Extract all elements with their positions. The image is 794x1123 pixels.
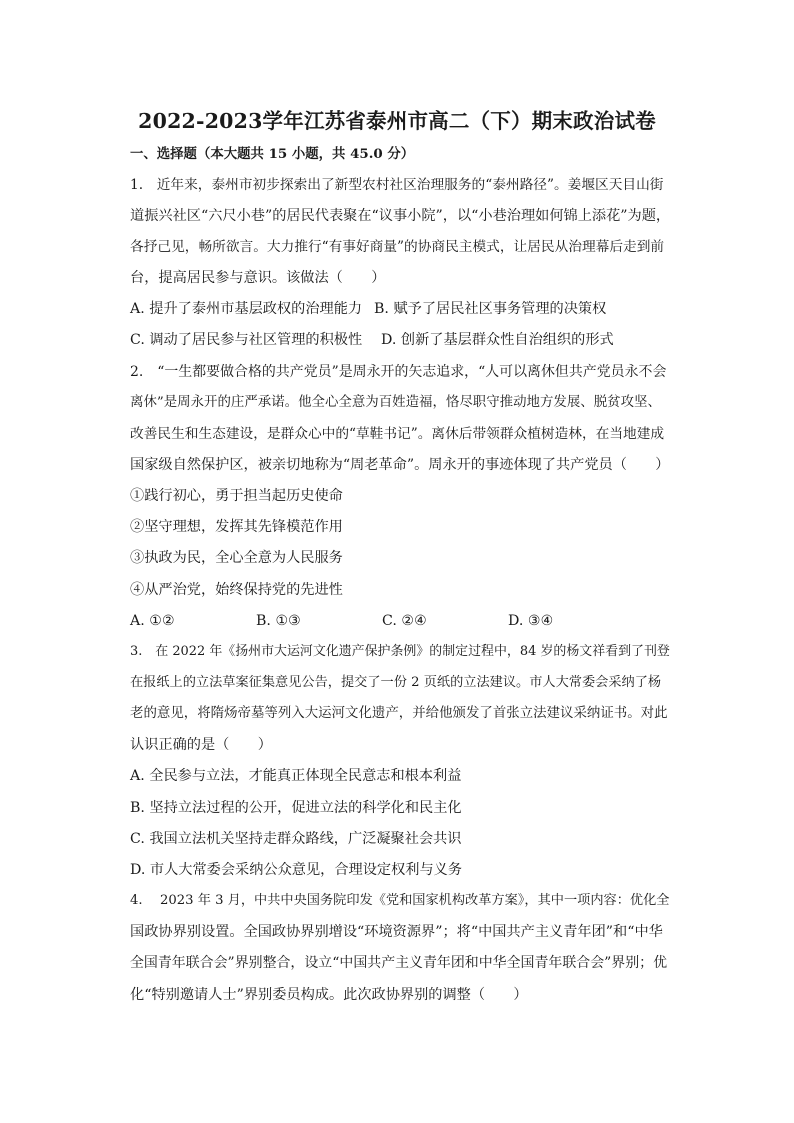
q4-line-4: 化“特别邀请人士”界别委员构成。此次政协界别的调整（ ）	[130, 987, 528, 1003]
q3-option-a: A. 全民参与立法，才能真正体现全民意志和根本利益	[130, 768, 462, 784]
q1-line-1: 1. 近年来，泰州市初步探索出了新型农村社区治理服务的“泰州路径”。姜堰区天目山街	[130, 177, 664, 193]
q4-line-1: 4. 2023 年 3 月，中共中央国务院印发《党和国家机构改革方案》，其中一项内容：优化全	[130, 893, 670, 908]
q2-item-1: ①践行初心，勇于担当起历史使命	[130, 488, 343, 504]
q2-option-d: D. ③④	[508, 613, 554, 629]
q2-item-4: ④从严治党，始终保持党的先进性	[130, 582, 343, 598]
q2-item-2: ②坚守理想，发挥其先锋模范作用	[130, 519, 343, 535]
q1-option-c: C. 调动了居民参与社区管理的积极性	[130, 332, 363, 348]
q3-line-1: 3. 在 2022 年《扬州市大运河文化遗产保护条例》的制定过程中，84 岁的杨文祥看到了刊登	[130, 644, 670, 659]
q1-line-4: 台，提高居民参与意识。该做法（ ）	[130, 270, 386, 286]
q3-line-3: 老的意见，将隋炀帝墓等列入大运河文化遗产，并给他颁发了首张立法建议采纳证书。对此	[130, 706, 668, 721]
q3-line-4: 认识正确的是（ ）	[130, 737, 272, 753]
q4-line-3: 全国青年联合会”界别整合，设立“中国共产主义青年团和中华全国青年联合会”界别；优	[130, 955, 668, 971]
q2-line-2: 离休”是周永开的庄严承诺。他全心全意为百姓造福，恪尽职守推动地方发展、脱贫攻坚、	[130, 395, 661, 410]
q3-option-b: B. 坚持立法过程的公开，促进立法的科学化和民主化	[130, 800, 462, 816]
q2-option-a: A. ①②	[130, 613, 175, 629]
q3-option-d: D. 市人大常委会采纳公众意见，合理设定权利与义务	[130, 862, 463, 878]
q1-line-3: 各抒己见，畅所欲言。大力推行“有事好商量”的协商民主模式，让居民从治理幕后走到前	[130, 239, 665, 255]
q2-line-4: 国家级自然保护区，被亲切地称为“周老革命”。周永开的事迹体现了共产党员（ ）	[130, 457, 670, 473]
section-heading: 一、选择题（本大题共 15 小题，共 45.0 分）	[130, 146, 415, 162]
q1-option-b: B. 赋予了居民社区事务管理的决策权	[374, 301, 607, 317]
q1-option-d: D. 创新了基层群众性自治组织的形式	[381, 332, 614, 348]
q2-option-c: C. ②④	[382, 613, 427, 629]
q2-line-1: 2. “一生都要做合格的共产党员”是周永开的矢志追求，“人可以离休但共产党员永不会	[130, 364, 667, 380]
q2-option-b: B. ①③	[256, 613, 301, 629]
q1-line-2: 道振兴社区“六尺小巷”的居民代表聚在“议事小院”，以“小巷治理如何锦上添花”为题，	[130, 208, 671, 224]
q2-item-3: ③执政为民，全心全意为人民服务	[130, 550, 343, 566]
q1-option-a: A. 提升了泰州市基层政权的治理能力	[130, 301, 363, 317]
q4-line-2: 国政协界别设置。全国政协界别增设“环境资源界”；将“中国共产主义青年团”和“中华	[130, 924, 663, 940]
q3-line-2: 在报纸上的立法草案征集意见公告，提交了一份 2 页纸的立法建议。市人大常委会采纳了杨	[130, 675, 662, 690]
q3-option-c: C. 我国立法机关坚持走群众路线，广泛凝聚社会共识	[130, 831, 462, 847]
q2-line-3: 改善民生和生态建设，是群众心中的“草鞋书记”。离休后带领群众植树造林，在当地建成	[130, 426, 665, 442]
page-title: 2022-2023学年江苏省泰州市高二（下）期末政治试卷	[138, 109, 656, 133]
